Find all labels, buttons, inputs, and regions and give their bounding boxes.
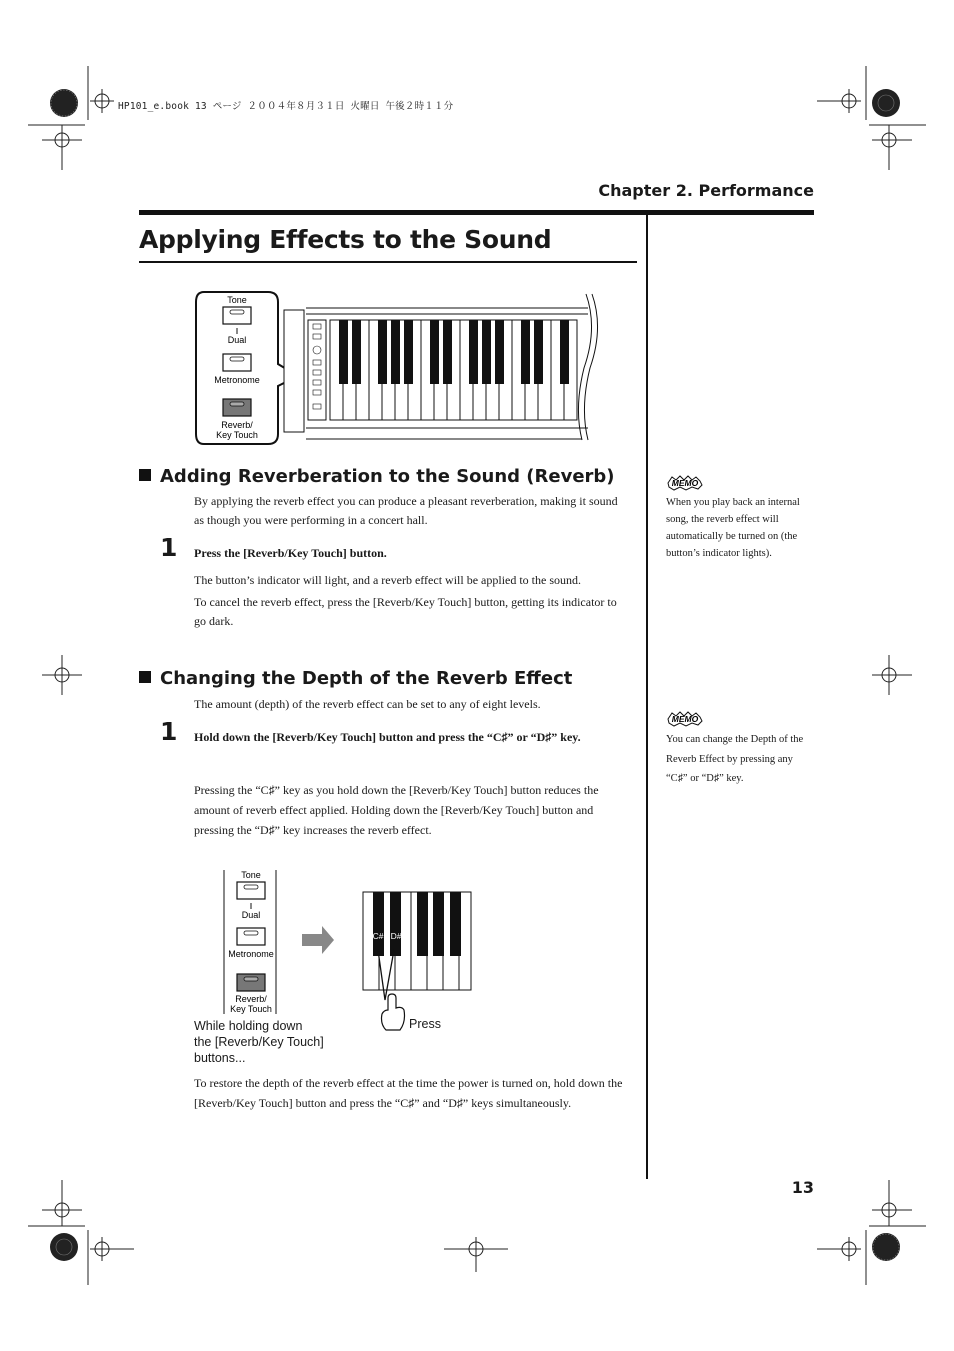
svg-text:MEMO: MEMO [671,478,699,488]
reverb-depth-figure [222,866,482,1036]
fig2-metronome-label: Metronome [228,949,274,959]
section1-para1: The button’s indicator will light, and a reverb effect will be applied to the sound. [194,573,582,587]
fig2-dual-label: Dual [241,910,261,920]
fig2-tone-button [237,882,265,899]
fig2-press-label: Press [409,1017,441,1031]
section-heading-reverb: Adding Reverberation to the Sound (Reverb) [139,466,615,487]
section2-intro: The amount (depth) of the reverb effect can be set to any of eight levels. [194,697,541,711]
bullet-square-icon [139,469,151,481]
fig2-reverb-button [237,974,265,991]
arrow-right-icon [302,926,334,954]
section2-para1: Pressing the “C♯” key as you hold down the [Reverb/Key Touch] button reduces the amount of reverb effect applied. Holding down the [Reverb/Key Touch] button and pressing the “D♯” key increases the reverb effect. [194,783,599,837]
svg-text:MEMO: MEMO [671,714,699,724]
section2-step-text: Hold down the [Reverb/Key Touch] button and press the “C♯” or “D♯” key. [194,730,581,744]
fig2-caption: While holding down the [Reverb/Key Touch] buttons... [194,1019,324,1065]
fig1-reverb-label-2: Key Touch [216,430,258,440]
fig2-tone-label: Tone [241,870,261,880]
page-title: Applying Effects to the Sound [139,225,552,254]
section1-intro: By applying the reverb effect you can produce a pleasant reverberation, making it sound as though you were performing in a concert hall. [194,494,618,527]
chapter-heading: Chapter 2. Performance [598,181,814,200]
section-heading-depth: Changing the Depth of the Reverb Effect [139,668,572,689]
file-info: HP101_e.book 13 ページ ２００４年８月３１日 火曜日 午後２時１１分 [118,101,454,112]
fig2-metronome-button [237,928,265,945]
key-d-sharp-label: D# [390,931,402,941]
key-c-sharp-label: C# [372,931,384,941]
panel-keyboard-figure [190,288,610,448]
header-rule [139,210,814,215]
section2-step-number: 1 [160,717,178,746]
fig2-reverb-label-1: Reverb/ [235,994,267,1004]
bullet-square-icon [139,671,151,683]
section1-step-number: 1 [160,533,178,562]
page-number: 13 [791,1178,814,1197]
memo2-text: You can change the Depth of the Reverb Effect by pressing any “C♯” or “D♯” key. [666,734,804,784]
fig1-dual-label: Dual [227,335,247,345]
section1-para2: To cancel the reverb effect, press the [Reverb/Key Touch] button, getting its indicator to go dark. [194,595,617,628]
column-divider [646,215,648,1179]
memo-icon [666,710,704,728]
fig1-tone-button [223,307,251,324]
fig1-tone-label: Tone [227,295,247,305]
fig1-reverb-button [223,399,251,416]
memo1-text: When you play back an internal song, the reverb effect will automatically be turned on (the button’s indicator lights). [666,497,800,559]
title-underline [139,261,637,263]
fig1-metronome-button [223,354,251,371]
memo-icon [666,474,704,492]
section1-step-text: Press the [Reverb/Key Touch] button. [194,546,387,560]
section2-closing: To restore the depth of the reverb effect at the time the power is turned on, hold down the [Reverb/Key Touch] button and press the “C♯” and “D♯” keys simultaneously. [194,1076,623,1110]
fig1-metronome-label: Metronome [214,375,260,385]
fig1-reverb-label-1: Reverb/ [221,420,253,430]
fig2-reverb-label-2: Key Touch [230,1004,272,1014]
